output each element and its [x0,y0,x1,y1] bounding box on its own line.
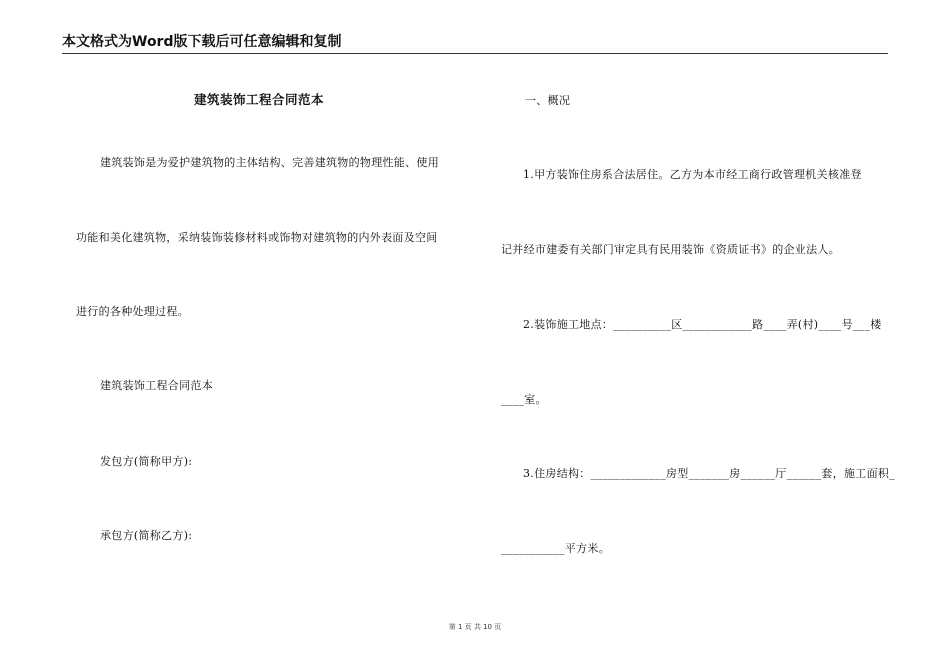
page-number: 第 1 页 共 10 页 [448,623,502,631]
contract-subtitle: 建筑装饰工程合同范本 [100,379,213,392]
paragraph-line: 2.装饰施工地点：__________区____________路____弄(村)____号___楼 [523,318,882,331]
paragraph-line: ___________平方米。 [501,542,610,555]
paragraph-line: 记并经市建委有关部门审定具有民用装饰《资质证书》的企业法人。 [501,243,840,256]
paragraph-line: 进行的各种处理过程。 [76,305,189,318]
paragraph-line: 建筑装饰是为爱护建筑物的主体结构、完善建筑物的物理性能、使用 [100,156,439,169]
party-a-label: 发包方(简称甲方): [100,455,193,468]
banner-text: 本文格式为Word版下载后可任意编辑和复制 [62,34,342,50]
paragraph-line: 3.住房结构：_____________房型_______房______厅______套，施工面积_ [523,467,895,480]
party-b-label: 承包方(简称乙方): [100,529,193,542]
paragraph-line: 功能和美化建筑物，采纳装饰装修材料或饰物对建筑物的内外表面及空间 [76,231,438,244]
right-column [497,0,895,672]
paragraph-line: ____室。 [501,393,547,406]
document-title: 建筑装饰工程合同范本 [194,92,325,107]
paragraph-line: 1.甲方装饰住房系合法居住。乙方为本市经工商行政管理机关核准登 [523,168,862,181]
section-heading: 一、概况 [525,94,571,107]
left-column [62,0,472,672]
